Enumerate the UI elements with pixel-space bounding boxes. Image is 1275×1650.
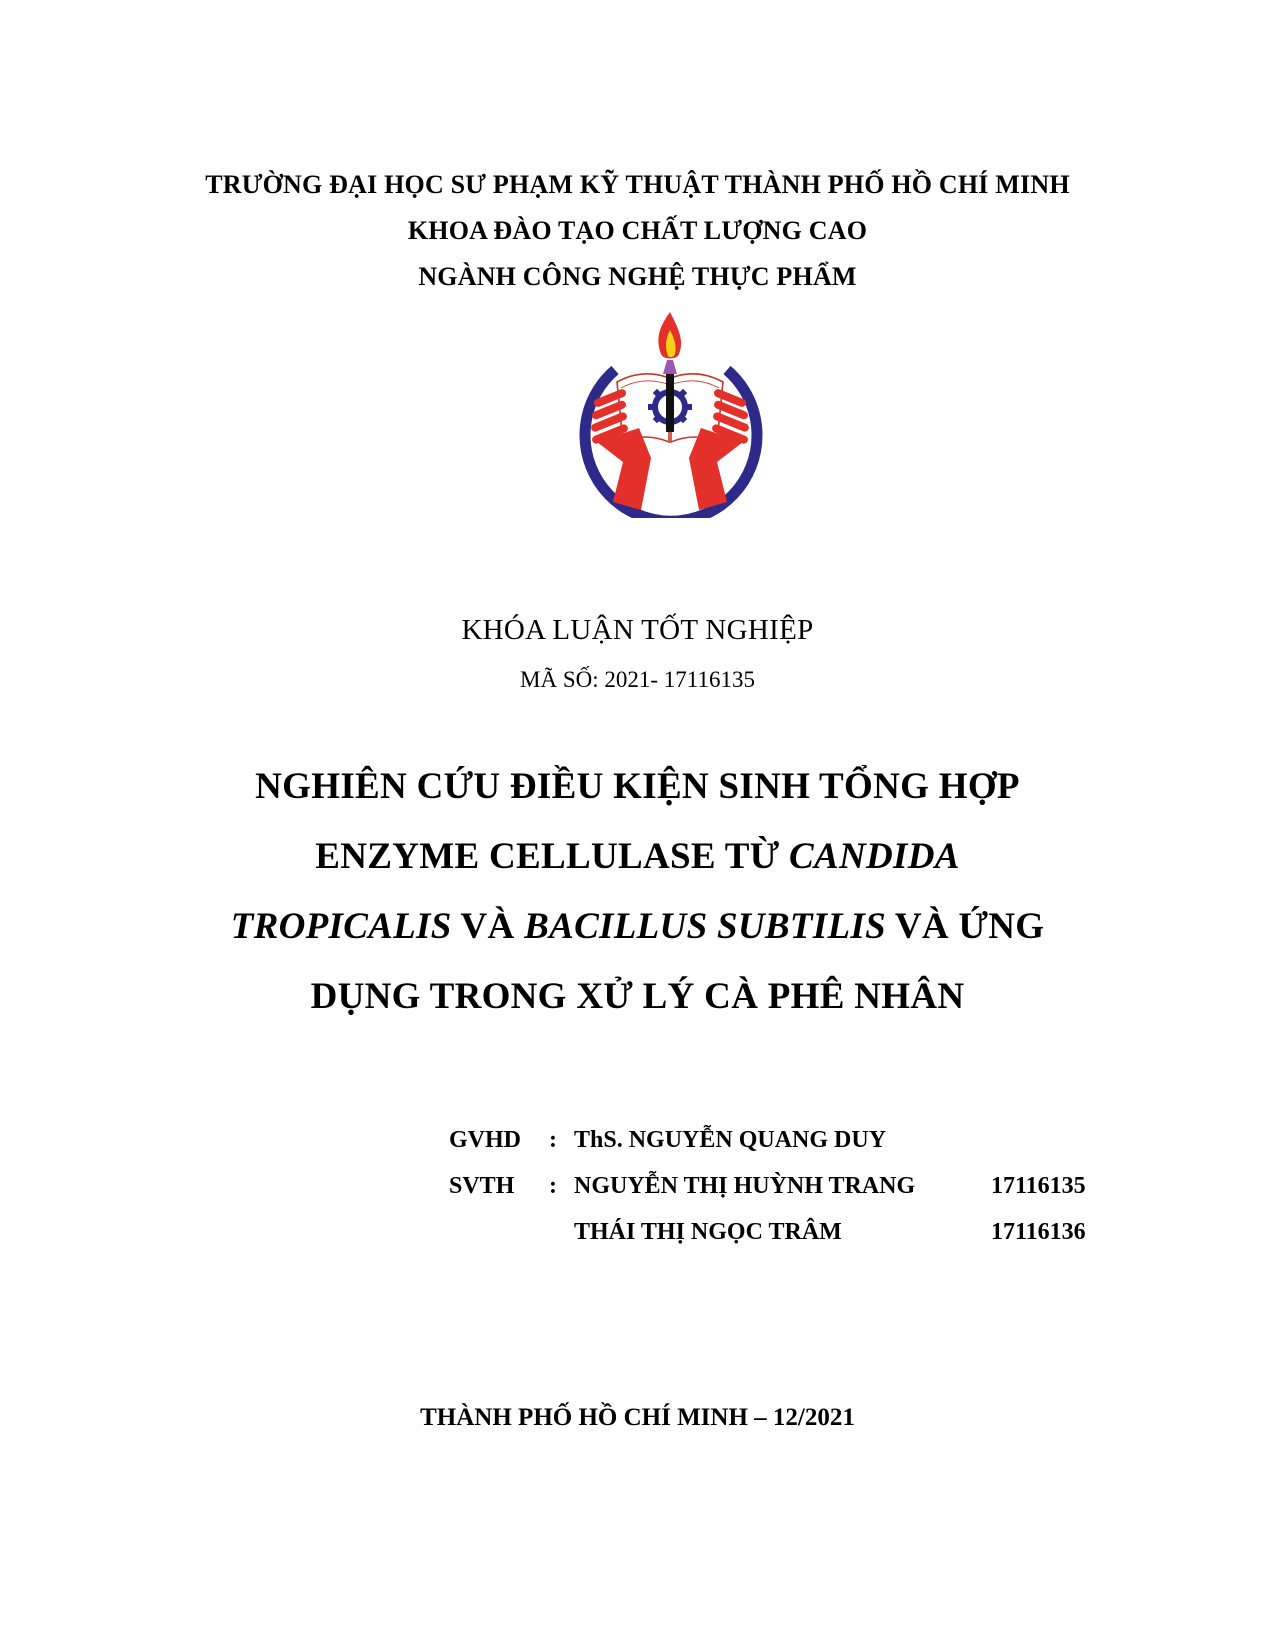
student-name: NGUYỄN THỊ HUỲNH TRANG — [574, 1173, 916, 1199]
students-label: SVTH — [449, 1173, 515, 1199]
colon: : — [549, 1127, 557, 1153]
major-name: NGÀNH CÔNG NGHỆ THỰC PHẨM — [418, 262, 857, 291]
student-id: 17116136 — [991, 1219, 1086, 1245]
species-name: TROPICALIS — [230, 906, 452, 947]
title-text: ENZYME CELLULASE TỪ — [315, 836, 790, 877]
student-id: 17116135 — [991, 1173, 1086, 1199]
title-line-1: NGHIÊN CỨU ĐIỀU KIỆN SINH TỔNG HỢP — [255, 766, 1020, 807]
faculty-name: KHOA ĐÀO TẠO CHẤT LƯỢNG CAO — [407, 216, 868, 245]
colon: : — [549, 1173, 557, 1199]
place-date: THÀNH PHỐ HỒ CHÍ MINH – 12/2021 — [420, 1404, 855, 1431]
title-line-4: DỤNG TRONG XỬ LÝ CÀ PHÊ NHÂN — [310, 976, 965, 1017]
title-text: VÀ — [451, 906, 525, 947]
species-name: CANDIDA — [789, 836, 960, 877]
university-emblem-icon — [577, 312, 763, 518]
advisor-name: ThS. NGUYỄN QUANG DUY — [574, 1127, 887, 1153]
thesis-code: MÃ SỐ: 2021- 17116135 — [520, 667, 755, 692]
thesis-type: KHÓA LUẬN TỐT NGHIỆP — [461, 614, 814, 646]
species-name: BACILLUS SUBTILIS — [524, 906, 886, 947]
title-line-2 — [0, 822, 1275, 892]
student-name: THÁI THỊ NGỌC TRÂM — [574, 1219, 842, 1245]
title-text: VÀ ỨNG — [885, 906, 1045, 947]
advisor-label: GVHD — [449, 1127, 521, 1153]
thesis-title — [0, 752, 1275, 1032]
title-line-3 — [0, 892, 1275, 962]
university-name: TRƯỜNG ĐẠI HỌC SƯ PHẠM KỸ THUẬT THÀNH PHỐ HỒ CHÍ MINH — [205, 170, 1070, 199]
